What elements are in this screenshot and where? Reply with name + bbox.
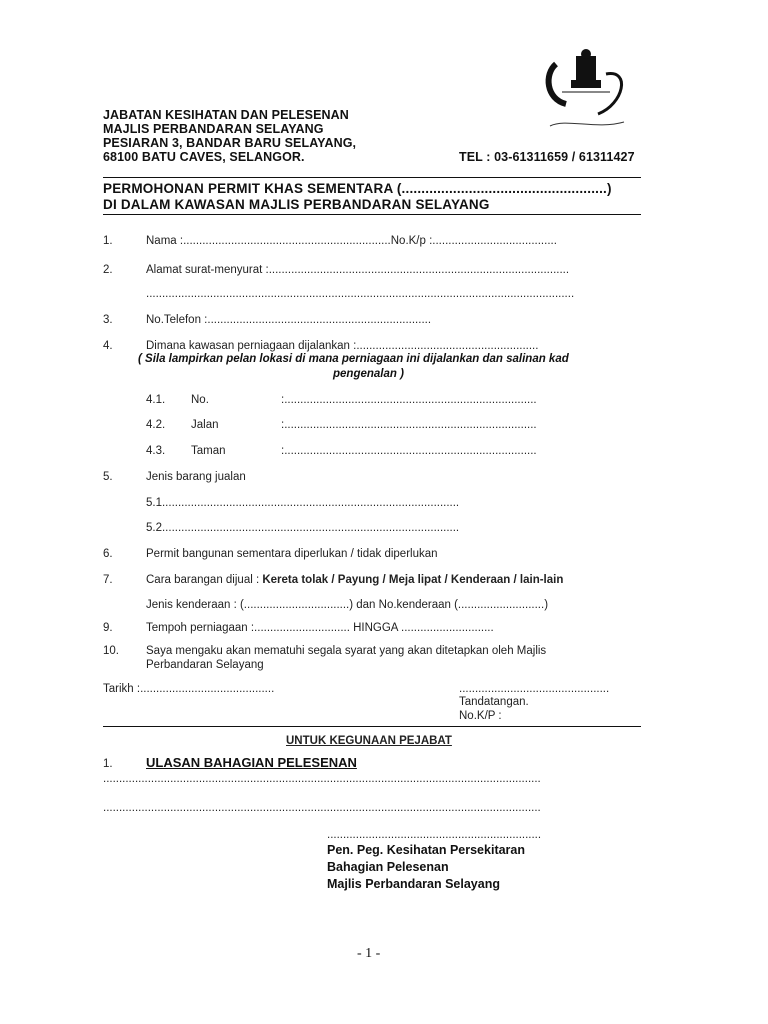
- q5-number: 5.: [103, 471, 113, 483]
- page-number: - 1 -: [357, 946, 381, 961]
- q4-number: 4.: [103, 340, 113, 352]
- business-area-field[interactable]: Dimana kawasan perniagaan dijalankan :.........................................................: [146, 340, 539, 352]
- sale-method-row: [146, 574, 563, 586]
- declaration-line-2: Perbandaran Selayang: [146, 659, 264, 671]
- q4-3-label: Taman: [191, 445, 226, 457]
- declaration-line-1: Saya mengaku akan mematuhi segala syarat yang akan ditetapkan oleh Majlis: [146, 645, 547, 657]
- telephone-field[interactable]: No.Telefon :......................................................................: [146, 314, 432, 326]
- goods-field-5-2[interactable]: 5.2.............................................................................................: [146, 522, 460, 534]
- sale-method-label: Cara barangan dijual :: [146, 574, 263, 586]
- org-line-2: MAJLIS PERBANDARAN SELAYANG: [103, 122, 324, 136]
- q1-number: 1.: [103, 235, 113, 247]
- q7-number: 7.: [103, 574, 113, 586]
- q4-note-line-2: pengenalan ): [333, 368, 404, 380]
- signature-ic-label: No.K/P :: [459, 710, 502, 722]
- vehicle-field[interactable]: Jenis kenderaan : (.................................) dan No.kenderaan (...........................): [146, 599, 549, 611]
- org-line-3: PESIARAN 3, BANDAR BARU SELAYANG,: [103, 136, 357, 150]
- title-bottom-rule: [103, 214, 641, 215]
- signature-line[interactable]: ...............................................: [459, 683, 610, 695]
- address-field-continued[interactable]: ......................................................................................................................................: [146, 288, 575, 300]
- officer-title-line-3: Majlis Perbandaran Selayang: [327, 877, 500, 891]
- office-item-number: 1.: [103, 758, 113, 770]
- q9-number: 9.: [103, 622, 113, 634]
- date-field[interactable]: Tarikh :..........................................: [103, 683, 275, 695]
- org-line-4: 68100 BATU CAVES, SELANGOR.: [103, 150, 305, 164]
- org-line-1: JABATAN KESIHATAN DAN PELESENAN: [103, 108, 349, 122]
- officer-signature-line[interactable]: ...................................................................: [327, 829, 542, 841]
- remarks-line-1[interactable]: .........................................................................................................................................: [103, 773, 541, 785]
- q4-2-number: 4.2.: [146, 419, 166, 431]
- form-title-line-1: PERMOHONAN PERMIT KHAS SEMENTARA (....................................................): [103, 181, 612, 196]
- name-field[interactable]: Nama :.................................................................No.K/p :.......................................: [146, 235, 557, 247]
- q4-1-number: 4.1.: [146, 394, 166, 406]
- business-period-field[interactable]: Tempoh perniagaan :.............................. HINGGA .............................: [146, 622, 494, 634]
- q4-1-field[interactable]: :...............................................................................: [281, 394, 537, 406]
- remarks-line-2[interactable]: .........................................................................................................................................: [103, 802, 541, 814]
- officer-title-line-2: Bahagian Pelesenan: [327, 860, 449, 874]
- q4-2-field[interactable]: :...............................................................................: [281, 419, 537, 431]
- office-divider-rule: [103, 726, 641, 727]
- telephone: TEL : 03-61311659 / 61311427: [459, 150, 635, 164]
- form-title-line-2: DI DALAM KAWASAN MAJLIS PERBANDARAN SELAYANG: [103, 197, 490, 212]
- title-top-rule: [103, 177, 641, 178]
- q4-3-number: 4.3.: [146, 445, 166, 457]
- q4-note-line-1: ( Sila lampirkan pelan lokasi di mana perniagaan ini dijalankan dan salinan kad: [138, 353, 569, 365]
- council-logo: [536, 44, 636, 134]
- building-permit-option[interactable]: Permit bangunan sementara diperlukan / tidak diperlukan: [146, 548, 438, 560]
- q2-number: 2.: [103, 264, 113, 276]
- office-use-heading: UNTUK KEGUNAAN PEJABAT: [286, 735, 452, 747]
- goods-type-label: Jenis barang jualan: [146, 471, 246, 483]
- q3-number: 3.: [103, 314, 113, 326]
- address-field[interactable]: Alamat surat-menyurat :..............................................................................................: [146, 264, 570, 276]
- officer-title-line-1: Pen. Peg. Kesihatan Persekitaran: [327, 843, 526, 857]
- sale-method-options[interactable]: Kereta tolak / Payung / Meja lipat / Kenderaan / lain-lain: [262, 574, 564, 586]
- signature-label: Tandatangan.: [459, 696, 529, 708]
- q10-number: 10.: [103, 645, 119, 657]
- q4-3-field[interactable]: :...............................................................................: [281, 445, 537, 457]
- q4-2-label: Jalan: [191, 419, 219, 431]
- goods-field-5-1[interactable]: 5.1.............................................................................................: [146, 497, 460, 509]
- q6-number: 6.: [103, 548, 113, 560]
- q4-1-label: No.: [191, 394, 209, 406]
- licensing-remarks-title: ULASAN BAHAGIAN PELESENAN: [146, 755, 357, 770]
